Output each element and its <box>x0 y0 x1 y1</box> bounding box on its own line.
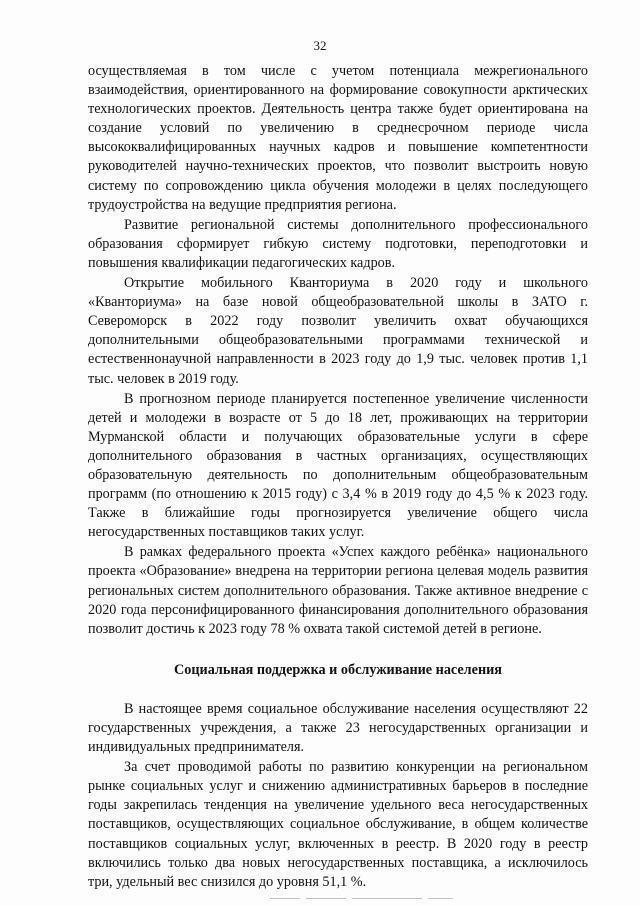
document-body <box>88 62 588 892</box>
paragraph: В рамках федерального проекта «Успех каждого ребёнка» национального проекта «Образование» внедрена на территории региона целевая модель развития региональных систем дополнительного образования. Также активное внедрение с 2020 года персонифицированного финансирования дополнительного образования позволит достичь к 2023 году 78 % охвата такой системой детей в регионе. <box>88 544 588 637</box>
page-number: 32 <box>313 38 327 53</box>
section-heading: Социальная поддержка и обслуживание населения <box>174 661 502 678</box>
paragraph: За счет проводимой работы по развитию конкуренции на региональном рынке социальных услуг и снижению административных барьеров в последние годы закрепилась тенденция на увеличение удельного веса негосударственных поставщиков, осуществляющих социальное обслуживание, в общем количестве поставщиков социальных услуг, включенных в реестр. В 2020 году в реестр включились только два новых негосударственных поставщика, а исключилось три, удельный вес снизился до уровня 51,1 %. <box>88 759 588 890</box>
paragraph: Открытие мобильного Кванториума в 2020 году и школьного «Кванториума» на базе новой общеобразовательной школы в ЗАТО г. Североморск в 2022 году позволит увеличить охват обучающихся дополнительными общеобразовательными программами технической и естественнонаучной направленности в 2023 году до 1,9 тыс. человек против 1,1 тыс. человек в 2019 году. <box>88 275 588 387</box>
paragraph: В прогнозном периоде планируется постепенное увеличение численности детей и молодежи в возрасте от 5 до 18 лет, проживающих на территории Мурманской области и получающих образовательные услуги в сфере дополнительного образования в частных организациях, осуществляющих образовательную деятельность по дополнительным общеобразовательным программ (по отношению к 2015 году) с 3,4 % в 2019 году до 4,5 % к 2023 году. Также в ближайшие годы прогнозируется увеличение общего числа негосударственных поставщиков таких услуг. <box>88 390 588 541</box>
footer-scan-mark <box>270 898 470 901</box>
paragraph: Развитие региональной системы дополнительного профессионального образования сформирует гибкую систему подготовки, переподготовки и повышения квалификации педагогических кадров. <box>88 216 588 271</box>
paragraph: В настоящее время социальное обслуживание населения осуществляют 22 государственных учреждения, а также 23 негосударственных организации и индивидуальных предпринимателя. <box>88 700 588 756</box>
paragraph-continued: осуществляемая в том числе с учетом потенциала межрегионального взаимодействия, ориентированного на формирование совокупности арктических технологических проектов. Деятельность центра также будет ориентирована на создание условий по увеличению в среднесрочном периоде числа высококвалифицированных научных кадров и повышение компетентности руководителей научно-технических проектов, что позволит выстроить новую систему по сопровождению цикла обучения молодежи в целях последующего трудоустройства на ведущие предприятия региона. <box>88 63 588 213</box>
